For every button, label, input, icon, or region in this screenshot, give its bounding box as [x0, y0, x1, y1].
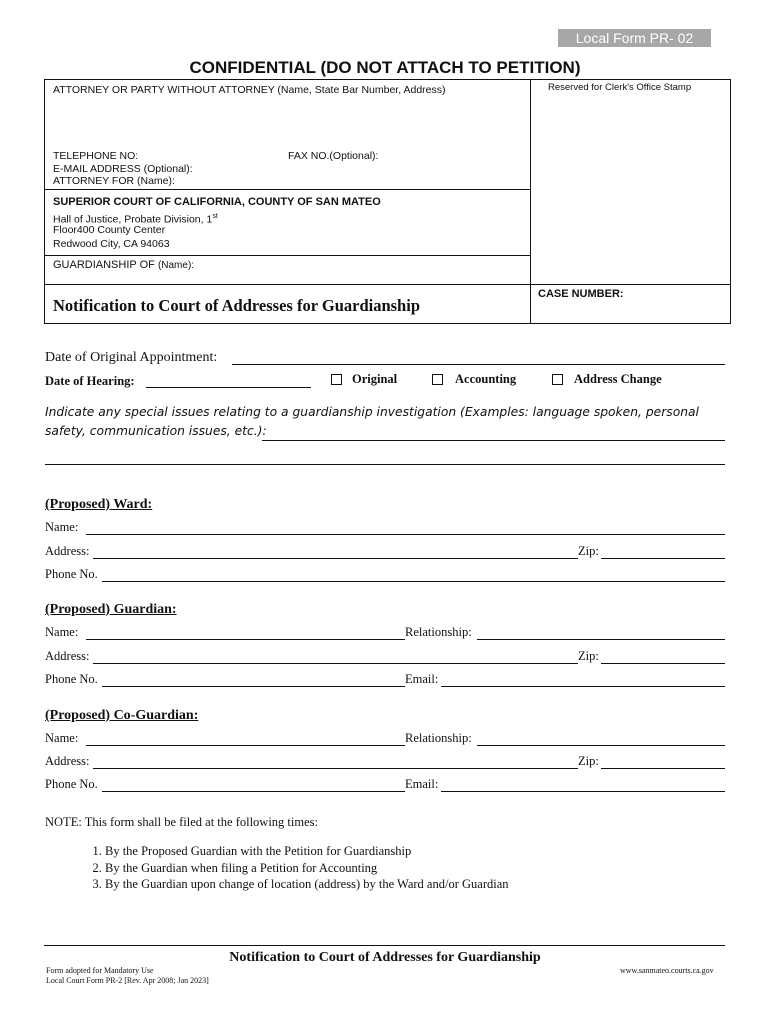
attorney-label: ATTORNEY OR PARTY WITHOUT ATTORNEY (Name, State Bar Number, Address) — [53, 84, 446, 96]
guardian-relationship-label: Relationship: — [405, 625, 472, 639]
ward-phone-label: Phone No. — [45, 567, 98, 581]
date-hearing-input[interactable] — [146, 387, 311, 388]
footer-adopted: Form adopted for Mandatory Use — [46, 966, 154, 975]
special-issues-input-1[interactable] — [262, 440, 725, 441]
guardian-phone-input[interactable] — [102, 686, 405, 687]
special-issues-input-2[interactable] — [45, 464, 725, 465]
guardian-zip-label: Zip: — [578, 649, 599, 663]
special-issues-line-1: Indicate any special issues relating to a guardianship investigation (Examples: language spoken, personal — [45, 405, 699, 419]
court-address-line-1: Hall of Justice, Probate Division, 1st — [53, 213, 218, 226]
footer-website[interactable]: www.sanmateo.courts.ca.gov — [620, 966, 714, 975]
coguardian-email-input[interactable] — [441, 791, 725, 792]
guardian-name-label: Name: — [45, 625, 79, 639]
date-hearing-label: Date of Hearing: — [45, 374, 135, 388]
guardianship-of-label[interactable]: GUARDIANSHIP OF (Name): — [53, 259, 195, 271]
original-option-label: Original — [352, 372, 398, 386]
coguardian-zip-label: Zip: — [578, 754, 599, 768]
clerk-stamp-label: Reserved for Clerk's Office Stamp — [548, 82, 692, 93]
date-original-label: Date of Original Appointment: — [45, 350, 218, 365]
ward-zip-label: Zip: — [578, 544, 599, 558]
telephone-label[interactable]: TELEPHONE NO: — [53, 150, 139, 162]
coguardian-relationship-label: Relationship: — [405, 731, 472, 745]
coguardian-email-label: Email: — [405, 777, 439, 791]
accounting-option-label: Accounting — [455, 372, 517, 386]
note-item: 1. By the Proposed Guardian with the Petition for Guardianship — [105, 843, 687, 860]
address-change-checkbox[interactable] — [552, 374, 563, 385]
confidential-title: CONFIDENTIAL (DO NOT ATTACH TO PETITION) — [189, 58, 581, 77]
accounting-checkbox[interactable] — [432, 374, 443, 385]
ward-name-label: Name: — [45, 520, 79, 534]
ward-phone-input[interactable] — [102, 581, 725, 582]
coguardian-phone-input[interactable] — [102, 791, 405, 792]
coguardian-relationship-input[interactable] — [477, 745, 725, 746]
ward-address-input[interactable] — [93, 558, 578, 559]
coguardian-name-input[interactable] — [86, 745, 405, 746]
note-item: 2. By the Guardian when filing a Petition for Accounting — [105, 860, 687, 877]
note-text: NOTE: This form shall be filed at the following times: — [45, 815, 318, 829]
coguardian-address-label: Address: — [45, 754, 90, 768]
ward-address-label: Address: — [45, 544, 90, 558]
date-original-input[interactable] — [232, 364, 725, 365]
form-number-badge: Local Form PR- 02 — [558, 29, 711, 47]
ward-zip-input[interactable] — [601, 558, 725, 559]
guardian-address-label: Address: — [45, 649, 90, 663]
guardian-email-input[interactable] — [441, 686, 725, 687]
guardian-email-label: Email: — [405, 672, 439, 686]
guardian-zip-input[interactable] — [601, 663, 725, 664]
email-label[interactable]: E-MAIL ADDRESS (Optional): — [53, 163, 193, 175]
coguardian-name-label: Name: — [45, 731, 79, 745]
coguardian-heading: (Proposed) Co-Guardian: — [45, 708, 199, 723]
guardian-address-input[interactable] — [93, 663, 578, 664]
guardian-heading: (Proposed) Guardian: — [45, 602, 177, 617]
note-list — [87, 843, 687, 893]
footer-rule — [44, 945, 725, 946]
fax-label[interactable]: FAX NO.(Optional): — [288, 150, 379, 162]
original-checkbox[interactable] — [331, 374, 342, 385]
guardian-phone-label: Phone No. — [45, 672, 98, 686]
coguardian-zip-input[interactable] — [601, 768, 725, 769]
footer-title: Notification to Court of Addresses for Guardianship — [229, 950, 541, 965]
guardian-relationship-input[interactable] — [477, 639, 725, 640]
footer-form-revision: Local Court Form PR-2 [Rev. Apr 2008; Jan 2023] — [46, 976, 209, 985]
note-item: 3. By the Guardian upon change of location (address) by the Ward and/or Guardian — [105, 876, 687, 893]
court-name: SUPERIOR COURT OF CALIFORNIA, COUNTY OF SAN MATEO — [53, 196, 381, 208]
attorney-for-label[interactable]: ATTORNEY FOR (Name): — [53, 175, 175, 187]
ward-heading: (Proposed) Ward: — [45, 497, 153, 512]
address-change-option-label: Address Change — [574, 372, 662, 386]
case-number-label[interactable]: CASE NUMBER: — [538, 288, 624, 300]
special-issues-line-2: safety, communication issues, etc.): — [45, 424, 267, 438]
court-address-line-3: Redwood City, CA 94063 — [53, 238, 170, 250]
guardian-name-input[interactable] — [86, 639, 405, 640]
ward-name-input[interactable] — [86, 534, 725, 535]
court-address-line-2: Floor400 County Center — [53, 224, 166, 236]
coguardian-phone-label: Phone No. — [45, 777, 98, 791]
form-title: Notification to Court of Addresses for Guardianship — [53, 296, 420, 315]
coguardian-address-input[interactable] — [93, 768, 578, 769]
